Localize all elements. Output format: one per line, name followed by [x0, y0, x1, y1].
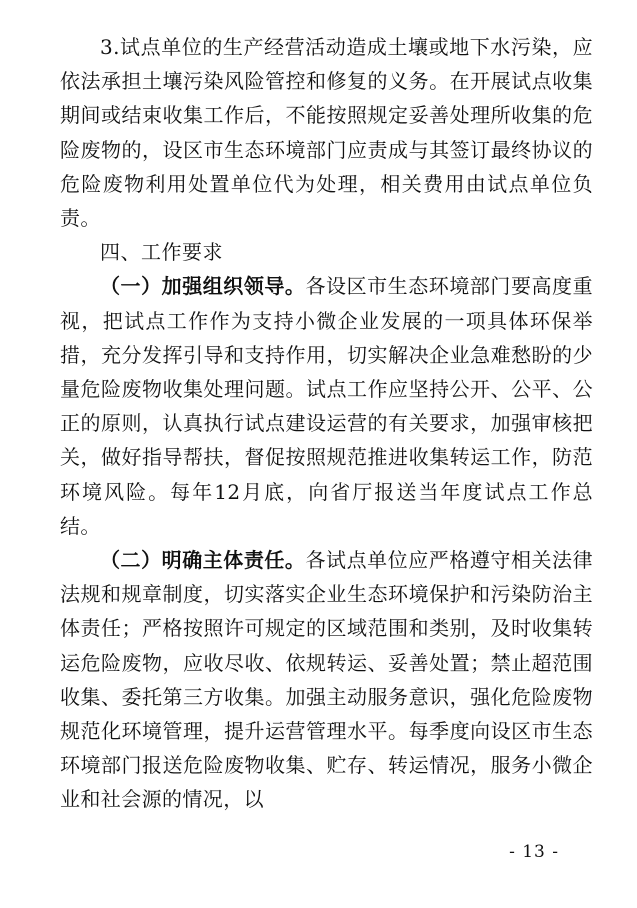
- page-number: - 13 -: [509, 842, 559, 862]
- item-2-body: 各试点单位应严格遵守相关法律法规和规章制度，切实落实企业生态环境保护和污染防治主体责任；严格按照许可规定的区域范围和类别，及时收集转运危险废物，应收尽收、依规转运、妥善处置；禁止超范围收集、委托第三方收集。加强主动服务意识，强化危险废物规范化环境管理，提升运营管理水平。每季度向设区市生态环境部门报送危险废物收集、贮存、转运情况，服务小微企业和社会源的情况，以: [60, 548, 594, 812]
- item-2-title: （二）明确主体责任。: [100, 548, 306, 573]
- item-1-body: 各设区市生态环境部门要高度重视，把试点工作作为支持小微企业发展的一项具体环保举措，充分发挥引导和支持作用，切实解决企业急难愁盼的少量危险废物收集处理问题。试点工作应坚持公开、公平、公正的原则，认真执行试点建设运营的有关要求，加强审核把关，做好指导帮扶，督促按照规范推进收集转运工作，防范环境风险。每年12月底，向省厅报送当年度试点工作总结。: [60, 274, 594, 538]
- item-2-paragraph: [60, 543, 593, 817]
- item-1-paragraph: [60, 269, 593, 543]
- item-1-title: （一）加强组织领导。: [100, 274, 306, 299]
- paragraph-3: 3.试点单位的生产经营活动造成土壤或地下水污染，应依法承担土壤污染风险管控和修复的义务。在开展试点收集期间或结束收集工作后，不能按照规定妥善处理所收集的危险废物的，设区市生态环境部门应责成与其签订最终协议的危险废物利用处置单位代为处理，相关费用由试点单位负责。: [60, 35, 593, 231]
- section-heading: 四、工作要求: [100, 240, 223, 265]
